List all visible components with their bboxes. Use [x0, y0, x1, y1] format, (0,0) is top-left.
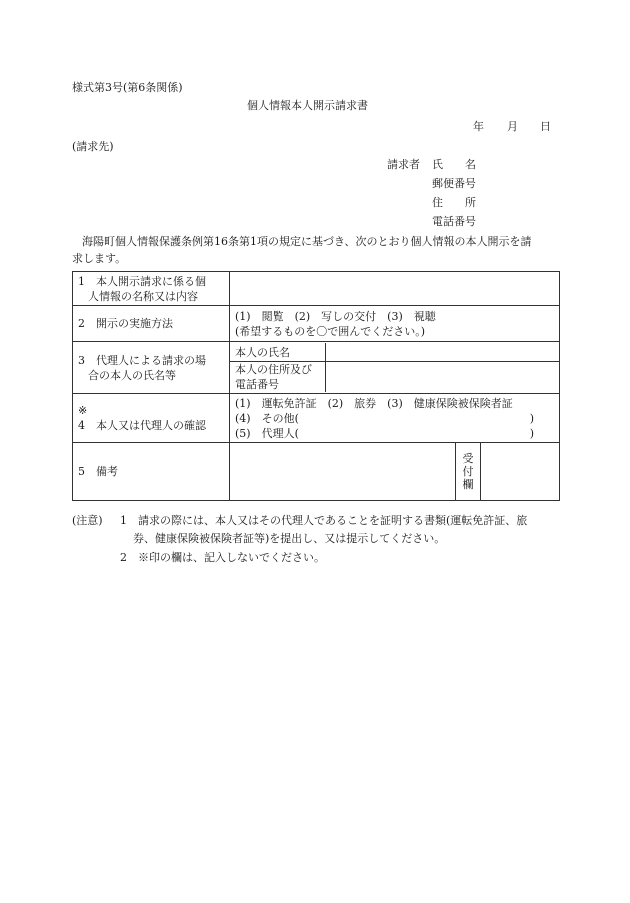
date-month: 月: [507, 120, 518, 133]
row-identity-check: [73, 394, 560, 443]
row-disclosure-method-label: 2 開示の実施方法: [73, 306, 230, 342]
principal-name-field[interactable]: [326, 343, 560, 361]
receipt-field: [481, 443, 560, 501]
row-remarks: [73, 443, 560, 501]
principal-name-label: 本人の氏名: [230, 343, 326, 361]
remarks-field[interactable]: [230, 443, 456, 501]
requester-address-label: 住 所: [432, 196, 476, 209]
office-use-mark: ※: [78, 404, 88, 417]
date-day: 日: [540, 120, 551, 133]
requester-phone-label: 電話番号: [432, 215, 476, 228]
row-identity-check-label: ※ 4 本人又は代理人の確認: [73, 394, 230, 443]
requester-name-label: 氏 名: [432, 158, 476, 171]
row-info-content-label: 1 本人開示請求に係る個 人情報の名称又は内容: [73, 272, 230, 306]
page-title: 個人情報本人開示請求書: [247, 99, 368, 112]
row-principal-info-label: 3 代理人による請求の場 合の本人の氏名等: [73, 342, 230, 394]
row-info-content: [73, 272, 560, 306]
note-1-line2: 券、健康保険被保険者証等)を提出し、又は提示してください。: [133, 532, 446, 545]
row-principal-info: [73, 342, 560, 394]
date-year: 年: [473, 120, 484, 133]
form-number: 様式第3号(第6条関係): [72, 81, 183, 94]
principal-address-label: 本人の住所及び 電話番号: [230, 361, 326, 392]
note-1-line1: 1 請求の際には、本人又はその代理人であることを証明する書類(運転免許証、旅: [120, 514, 528, 527]
requester-heading: 請求者: [387, 158, 420, 171]
intro-text-line2: 求します。: [72, 252, 127, 265]
notes-prefix: (注意): [72, 514, 103, 527]
principal-address-field[interactable]: [326, 361, 560, 392]
info-content-field[interactable]: [230, 272, 560, 306]
intro-text-line1: 海陽町個人情報保護条例第16条第1項の規定に基づき、次のとおり個人情報の本人開示を請: [82, 235, 532, 248]
identity-document-options[interactable]: (1) 運転免許証 (2) 旅券 (3) 健康保険被保険者証 (4) その他( ) (5) 代理人( ): [230, 394, 560, 443]
row-remarks-label: 5 備考: [73, 443, 230, 501]
request-form-table: [72, 271, 560, 501]
disclosure-method-options[interactable]: (1) 閲覧 (2) 写しの交付 (3) 視聴 (希望するものを〇で囲んでください。): [230, 306, 560, 342]
row-disclosure-method: [73, 306, 560, 342]
requester-postal-label: 郵便番号: [432, 177, 476, 190]
receipt-label: 受 付 欄: [456, 443, 481, 501]
recipient-label: (請求先): [72, 140, 114, 153]
note-2: 2 ※印の欄は、記入しないでください。: [120, 551, 325, 564]
